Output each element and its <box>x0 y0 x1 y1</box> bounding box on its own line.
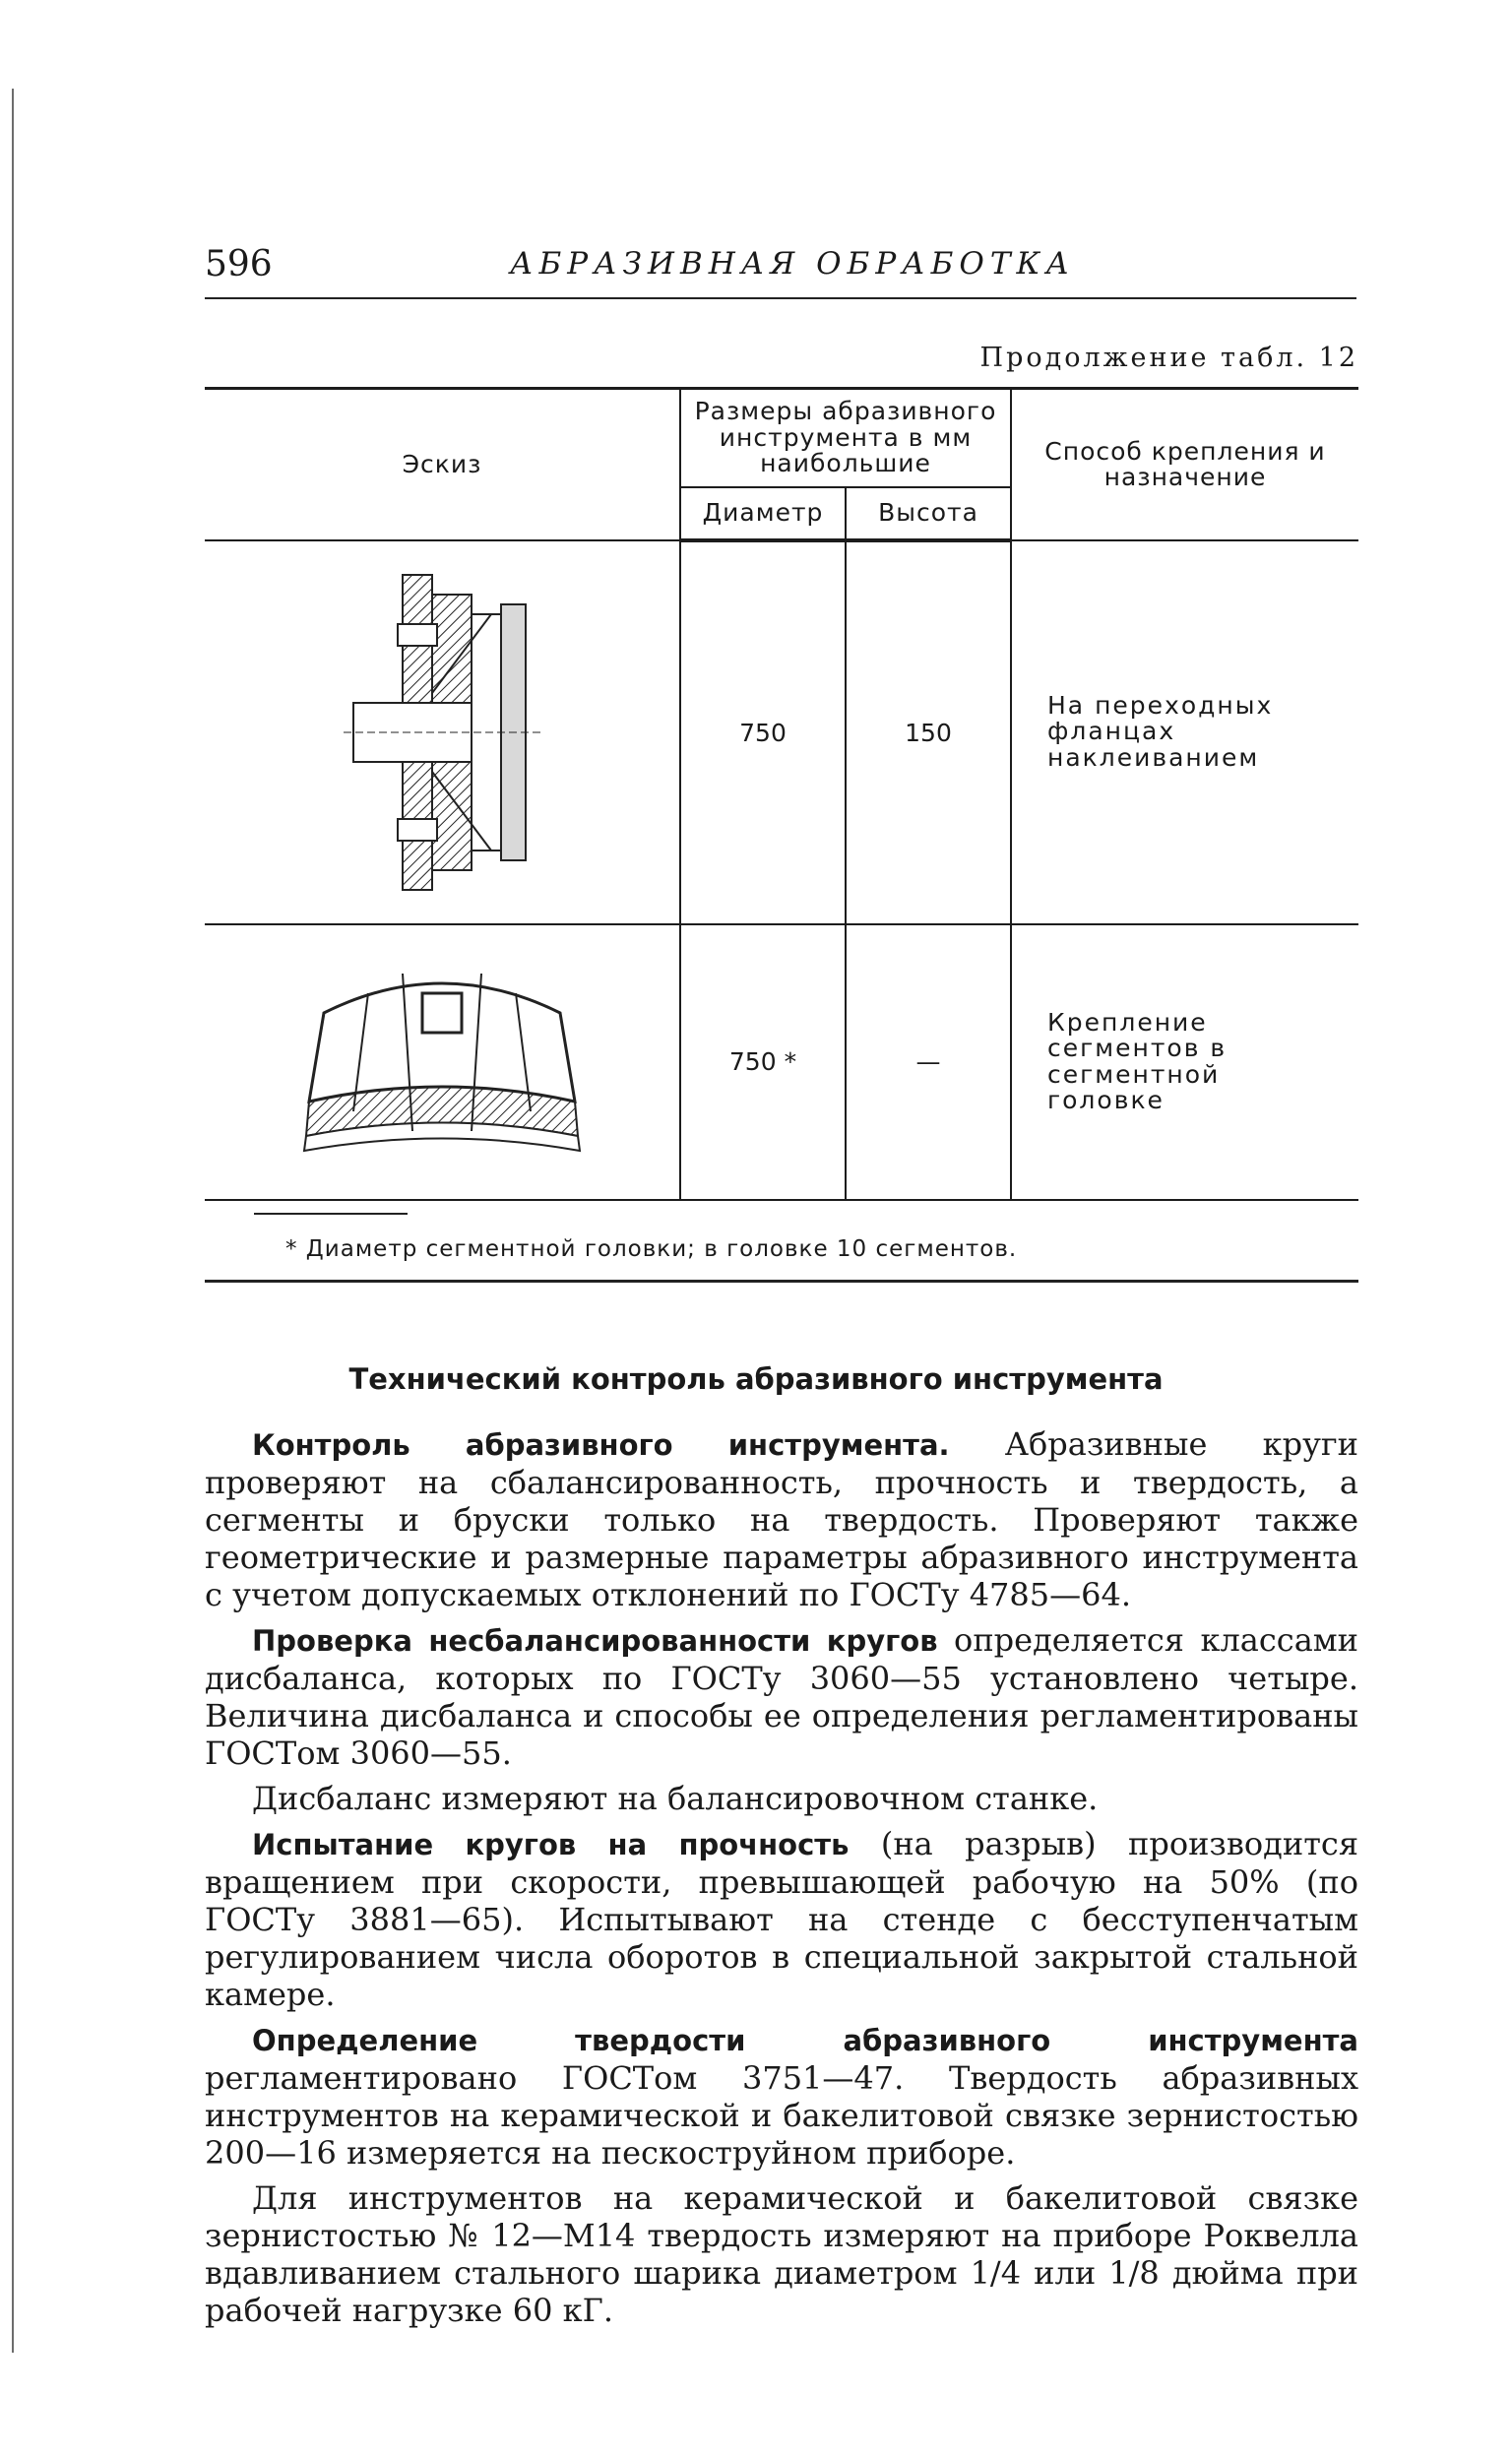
paragraph <box>205 1425 1358 1613</box>
column-header-sizes: Размеры абразивного инструмента в мм наибольшие <box>680 389 1011 487</box>
paragraph-text: регламентировано ГОСТом 3751—47. Твердость абразивных инструментов на керамической и бакелитовой связке зернистостью 200—16 измеряется на пескоструйном приборе. <box>205 2059 1358 2172</box>
column-header-method: Способ крепления и назначение <box>1011 389 1358 540</box>
header-rule <box>205 297 1356 299</box>
flange-wheel-drawing <box>344 565 540 900</box>
sketch-flange-wheel <box>205 540 680 924</box>
paragraph-text: Для инструментов на керамической и бакелитовой связке зернистостью № 12—М14 твердость измеряют на приборе Роквелла вдавливанием стального шарика диаметром 1/4 или 1/8 дюйма при рабочей нагрузке 60 кГ. <box>205 2179 1358 2329</box>
paragraph-text: Абразивные круги проверяют на сбалансированность, прочность и твердость, а сегменты и бруски только на твердость. Проверяют также геометрические и размерные параметры абразивного инструмента с учетом допускаемых отклонений по ГОСТу 4785—64. <box>205 1425 1359 1613</box>
column-header-diameter: Диаметр <box>680 487 846 540</box>
row2-method: Крепление сегментов в сегментной головке <box>1011 924 1358 1200</box>
paragraph-lead: Испытание кругов на прочность <box>252 1828 850 1861</box>
scan-margin-line <box>12 89 14 2353</box>
row2-diameter: 750 * <box>680 924 846 1200</box>
paragraph-lead: Проверка несбалансированности кругов <box>252 1624 938 1658</box>
paragraph <box>205 1621 1358 1772</box>
row1-height: 150 <box>846 540 1011 924</box>
segment-head-drawing <box>294 954 590 1170</box>
table-footnote: * Диаметр сегментной головки; в головке 10 сегментов. <box>285 1236 1018 1262</box>
paragraph-text: Дисбаланс измеряют на балансировочном станке. <box>252 1780 1099 1817</box>
row1-diameter: 750 <box>680 540 846 924</box>
page-number: 596 <box>205 244 273 284</box>
page-header <box>205 244 1356 284</box>
abrasive-tool-table <box>205 387 1358 1201</box>
table-continuation-label: Продолжение табл. 12 <box>979 343 1358 373</box>
paragraph <box>205 1825 1358 2013</box>
running-title: АБРАЗИВНАЯ ОБРАБОТКА <box>510 246 1075 282</box>
row2-height: — <box>846 924 1011 1200</box>
footnote-rule <box>254 1213 408 1215</box>
paragraph-text: (на разрыв) производится вращением при скорости, превышающей рабочую на 50% (по ГОСТу 3881—65). Испытывают на стенде с бесступенчатым регулированием числа оборотов в специальной закрытой стальной камере. <box>205 1825 1359 2013</box>
paragraph-lead: Определение твердости абразивного инструмента <box>252 2024 1358 2057</box>
paragraph <box>205 1780 1358 1817</box>
column-header-sketch: Эскиз <box>205 389 680 540</box>
sketch-segment-head <box>205 924 680 1200</box>
paragraph-text: определяется классами дисбаланса, которых по ГОСТу 3060—55 установлено четыре. Величина дисбаланса и способы ее определения регламентированы ГОСТом 3060—55. <box>205 1621 1358 1772</box>
paragraph <box>205 2021 1358 2172</box>
column-header-height: Высота <box>846 487 1011 540</box>
section-body <box>205 1425 1358 2337</box>
footnote-bottom-rule <box>205 1280 1358 1283</box>
paragraph-lead: Контроль абразивного инструмента. <box>252 1428 950 1462</box>
paragraph <box>205 2179 1358 2329</box>
section-title: Технический контроль абразивного инструмента <box>348 1362 1164 1396</box>
row1-method: На переходных фланцах наклеиванием <box>1011 540 1358 924</box>
